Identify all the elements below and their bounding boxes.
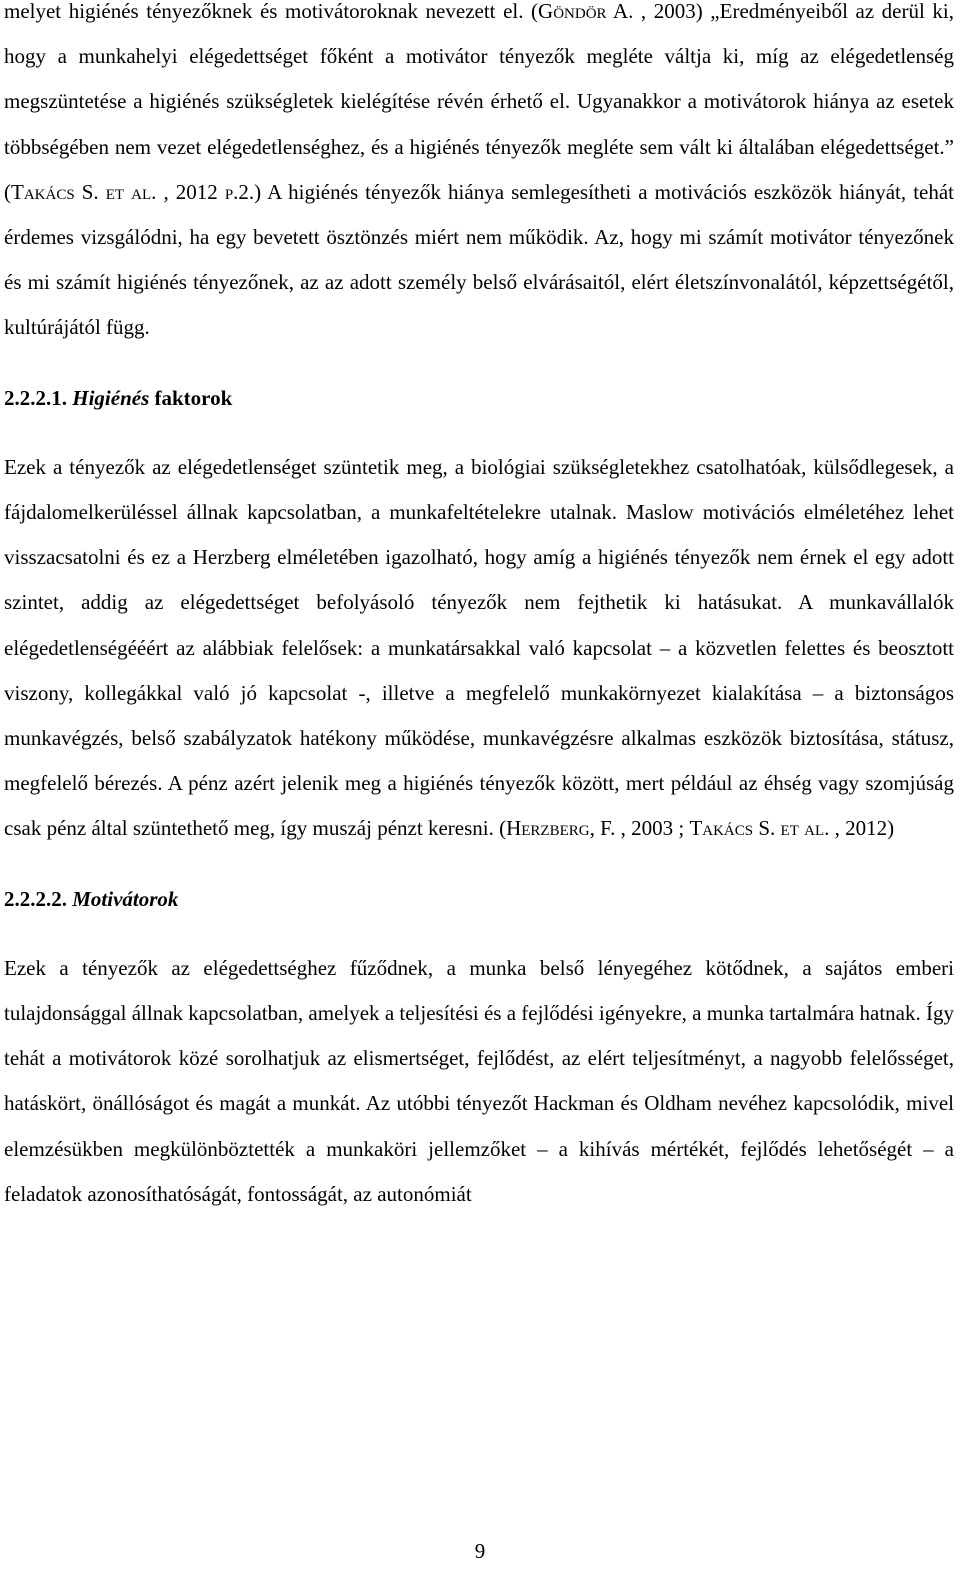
citation-author: Göndör A. [538, 0, 634, 23]
citation-page: p. [224, 179, 239, 204]
paragraph-motivators [4, 946, 954, 1217]
heading-number: 2.2.2.1. [4, 385, 73, 410]
text-run: melyet higiénés tényezőknek és motivátoroknak nevezett el. ( [4, 0, 539, 23]
heading-number: 2.2.2.2. [4, 886, 73, 911]
text-run: , 2003) „Eredményeiből az derül ki, hogy a munkahelyi elégedettséget főként a motivátor tényezők megléte váltja ki, míg az elégedetlenség megszüntetése a higiénés szükségletek kielégítése révén érhető el. Ugyanakkor a motivátorok hiánya az esetek többségében nem vezet elégedetlenséghez, és a higiénés tényezők megléte sem vált ki általában elégedettséget.” ( [4, 0, 954, 204]
heading-italic: Motivátorok [72, 886, 179, 911]
text-run: 2.) A higiénés tényezők hiánya semlegesítheti a motivációs eszközök hiányát, tehát érdemes vizsgálódni, ha egy bevetett ösztönzés miért nem működik. Az, hogy mi számít motivátor tényezőnek és mi számít higiénés tényezőnek, az az adott személy belső elvárásaitól, elért életszínvonalától, képzettségétől, kultúrájától függ. [4, 179, 955, 340]
section-heading-motivators [4, 877, 954, 922]
page-number: 9 [474, 1539, 486, 1563]
citation-author: Herzberg [506, 816, 590, 841]
citation-author: Takács S. et al. [689, 816, 830, 841]
paragraph-hygiene [4, 445, 954, 852]
heading-rest: faktorok [149, 385, 233, 410]
text-run: , 2012 [156, 179, 225, 204]
paragraph-intro [4, 0, 954, 351]
document-page [4, 0, 954, 1217]
heading-italic: Higiénés [72, 385, 150, 410]
citation-author: Takács S. et al. [11, 179, 157, 204]
text-run: , 2012) [829, 816, 895, 841]
text-run: Ezek a tényezők az elégedettséghez fűződnek, a munka belső lényegéhez kötődnek, a sajátos emberi tulajdonsággal állnak kapcsolatban, amelyek a teljesítési és a fejlődési igényekre, a munka tartalmára hatnak. Így tehát a motivátorok közé sorolhatjuk az elismertséget, fejlődést, az elért teljesítményt, a nagyobb felelősséget, hatáskört, önállóságot és magát a munkát. Az utóbbi tényezőt Hackman és Oldham nevéhez kapcsolódik, mivel elemzésükben megkülönböztették a munkaköri jellemzőket – a kihívás mértékét, fejlődés lehetőségét – a feladatok azonosíthatóságát, fontosságát, az autonómiát [4, 955, 954, 1206]
text-run: , F. , 2003 ; [589, 816, 690, 841]
section-heading-hygiene [4, 376, 954, 421]
text-run: Ezek a tényezők az elégedetlenséget szüntetik meg, a biológiai szükségletekhez csatolhatóak, külsődlegesek, a fájdalomelkerüléssel állnak kapcsolatban, a munkafeltételekre utalnak. Maslow motivációs elméletéhez lehet visszacsatolni és ez a Herzberg elméletében igazolható, hogy amíg a higiénés tényezők nem érnek el egy adott szintet, addig az elégedettséget befolyásoló tényezők nem fejthetik ki hatásukat. A munkavállalók elégedetlenségééért az alábbiak felelősek: a munkatársakkal való kapcsolat – a közvetlen felettes és beosztott viszony, kollegákkal való jó kapcsolat -, illetve a megfelelő munkakörnyezet kialakítása – a biztonságos munkavégzés, belső szabályzatok hatékony működése, munkavégzésre alkalmas eszközök biztosítása, státusz, megfelelő bérezés. A pénz azért jelenik meg a higiénés tényezők között, mert például az éhség vagy szomjúság csak pénz által szüntethető meg, így muszáj pénzt keresni. ( [4, 454, 954, 841]
